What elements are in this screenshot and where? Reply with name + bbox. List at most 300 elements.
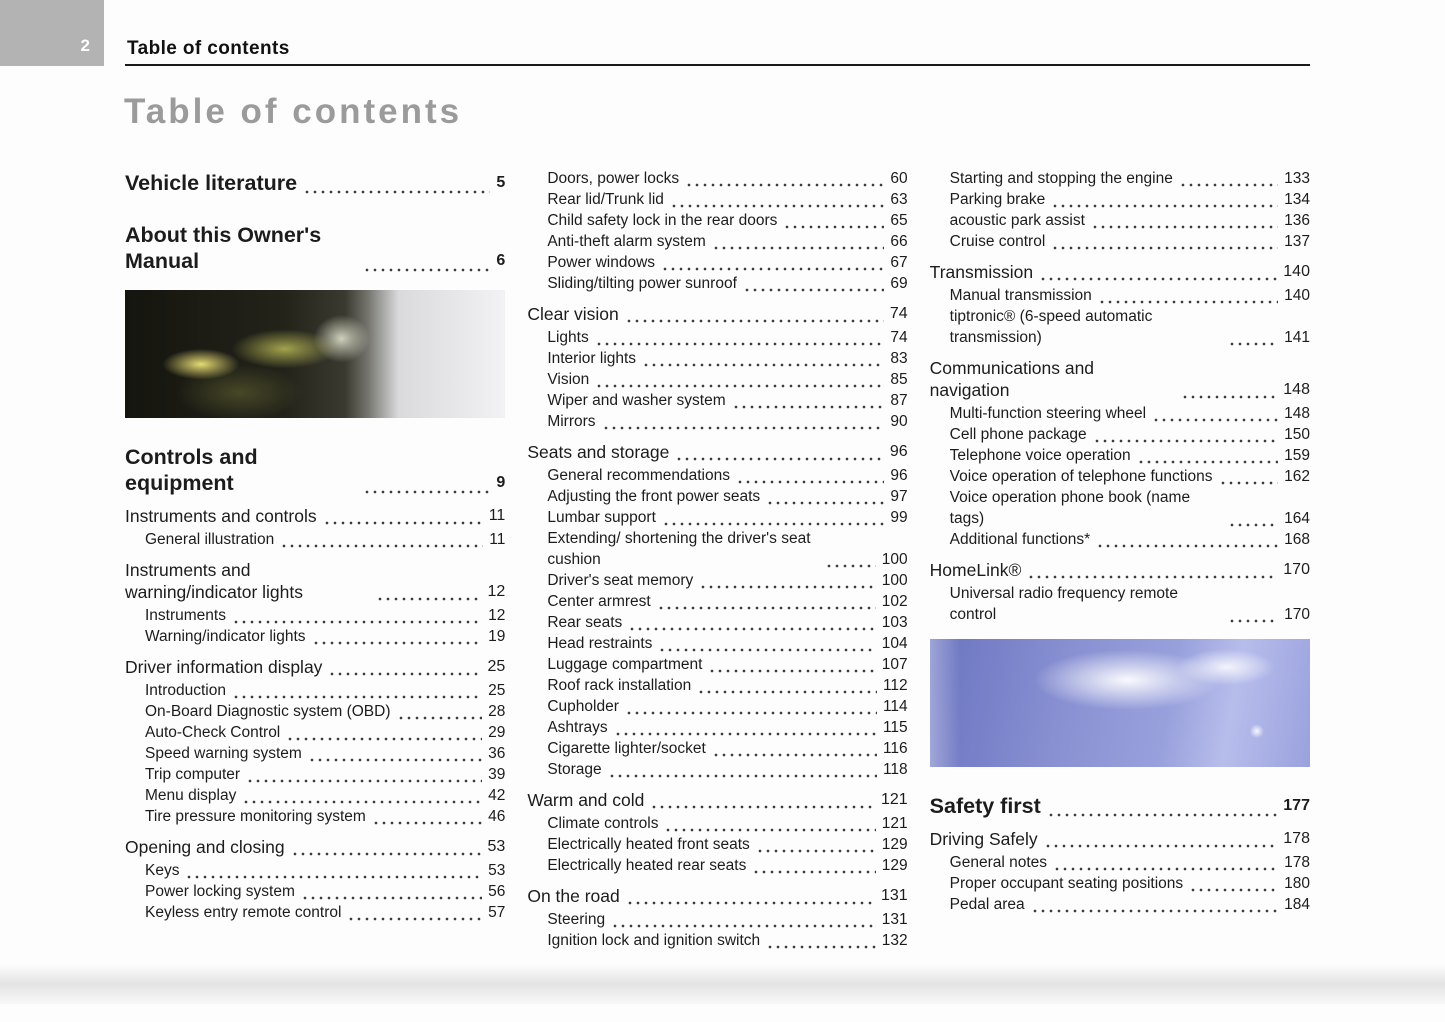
toc-entry xyxy=(125,722,505,743)
toc-entry xyxy=(930,583,1310,625)
toc-entry-label: Rear seats xyxy=(547,614,623,631)
dot-leader xyxy=(766,935,876,949)
page-bottom-shadow xyxy=(0,964,1445,1004)
toc-entry-page: 180 xyxy=(1284,875,1310,892)
toc-entry-label: Voice operation of telephone functions xyxy=(949,468,1213,485)
toc-entry-page: 140 xyxy=(1284,287,1310,304)
toc-entry-label: Warning/indicator lights xyxy=(145,628,306,645)
toc-entry-label: Climate controls xyxy=(547,815,659,832)
toc-entry-label: About this Owner's Manual xyxy=(125,223,322,273)
toc-entry-label: Introduction xyxy=(145,682,226,699)
toc-entry xyxy=(527,348,907,369)
dot-leader xyxy=(397,706,483,720)
dot-leader xyxy=(608,764,877,778)
toc-entry xyxy=(527,885,907,907)
toc-entry xyxy=(930,357,1310,401)
toc-entry xyxy=(527,411,907,432)
dot-leader xyxy=(1039,267,1277,281)
toc-entry-page: 118 xyxy=(882,761,908,778)
toc-entry xyxy=(930,168,1310,189)
toc-entry xyxy=(527,168,907,189)
toc-entry-page: 168 xyxy=(1284,531,1310,548)
toc-column-2 xyxy=(527,168,907,951)
toc-entry-page: 170 xyxy=(1283,561,1310,578)
dot-leader xyxy=(185,865,482,879)
toc-entry xyxy=(527,507,907,528)
toc-entry-page: 63 xyxy=(890,191,908,208)
toc-entry-page: 12 xyxy=(488,607,506,624)
toc-entry xyxy=(125,806,505,827)
dot-leader xyxy=(312,631,483,645)
toc-entry-page: 112 xyxy=(882,677,908,694)
toc-entry xyxy=(930,487,1310,529)
toc-entry-label: On-Board Diagnostic system (OBD) xyxy=(145,703,391,720)
dot-leader xyxy=(1179,173,1278,187)
toc-entry-page: 5 xyxy=(496,174,506,191)
toc-entry xyxy=(930,210,1310,231)
toc-entry xyxy=(527,441,907,463)
toc-entry-label: Transmission xyxy=(929,262,1034,282)
toc-entry-page: 162 xyxy=(1284,468,1310,485)
dot-leader xyxy=(1096,534,1278,548)
toc-entry-label: Menu display xyxy=(145,787,237,804)
dot-leader xyxy=(650,795,875,809)
dot-leader xyxy=(372,811,482,825)
toc-entry-label: Opening and closing xyxy=(125,837,285,857)
toc-entry xyxy=(527,273,907,294)
toc-entry-label: Adjusting the front power seats xyxy=(547,488,761,505)
toc-entry xyxy=(125,902,505,923)
toc-entry-label: Controls and equipment xyxy=(125,445,258,495)
toc-entry-label: Driver information display xyxy=(125,657,323,677)
toc-entry xyxy=(930,852,1310,873)
toc-entry xyxy=(125,701,505,722)
dot-leader xyxy=(1228,332,1278,346)
toc-entry xyxy=(125,170,505,196)
toc-entry-label: Storage xyxy=(547,761,602,778)
toc-entry xyxy=(527,675,907,696)
dot-leader xyxy=(662,512,885,526)
toc-entry-page: 107 xyxy=(881,656,908,673)
toc-entry-label: Child safety lock in the rear doors xyxy=(547,212,778,229)
toc-entry-label: Electrically heated rear seats xyxy=(547,857,747,874)
toc-entry-page: 11 xyxy=(489,531,506,548)
toc-entry-page: 96 xyxy=(889,443,908,460)
dot-leader xyxy=(736,470,884,484)
toc-entry xyxy=(930,529,1310,550)
toc-entry-page: 97 xyxy=(890,488,908,505)
toc-entry-label: Clear vision xyxy=(527,304,619,324)
dot-leader xyxy=(1051,236,1278,250)
dot-leader xyxy=(783,215,884,229)
toc-entry-label: Additional functions* xyxy=(949,531,1091,548)
toc-entry-page: 99 xyxy=(890,509,908,526)
toc-entry xyxy=(930,306,1310,348)
toc-entry-page: 87 xyxy=(890,392,908,409)
toc-entry-page: 57 xyxy=(488,904,506,921)
toc-entry-label: Seats and storage xyxy=(527,442,670,462)
toc-entry-page: 133 xyxy=(1284,170,1310,187)
toc-entry-page: 12 xyxy=(487,583,506,600)
toc-entry-label: Power windows xyxy=(547,254,656,271)
dot-leader xyxy=(1093,429,1278,443)
dot-leader xyxy=(595,374,884,388)
toc-entry-page: 178 xyxy=(1283,830,1310,847)
toc-entry xyxy=(527,834,907,855)
toc-entry-label: Instruments and controls xyxy=(125,506,317,526)
toc-entry xyxy=(527,465,907,486)
dot-leader xyxy=(670,194,885,208)
toc-entry xyxy=(527,231,907,252)
toc-entry xyxy=(125,764,505,785)
toc-entry xyxy=(125,605,505,626)
toc-entry-page: 83 xyxy=(890,350,908,367)
dot-leader xyxy=(743,278,885,292)
dot-leader xyxy=(697,680,877,694)
toc-entry-page: 121 xyxy=(880,791,908,808)
dot-leader xyxy=(595,332,885,346)
toc-entry-page: 140 xyxy=(1283,263,1310,280)
dot-leader xyxy=(628,617,876,631)
toc-entry-label: General recommendations xyxy=(547,467,730,484)
toc-entry-page: 159 xyxy=(1284,447,1310,464)
page-title: Table of contents xyxy=(124,92,463,131)
toc-entry-label: Extending/ shortening the driver's seat cushion xyxy=(547,530,811,568)
toc-entry-label: Keyless entry remote control xyxy=(145,904,342,921)
airbag-photo xyxy=(930,639,1310,767)
toc-entry-label: Voice operation phone book (name tags) xyxy=(949,489,1191,527)
toc-entry xyxy=(527,813,907,834)
dot-leader xyxy=(756,839,876,853)
toc-entry-page: 177 xyxy=(1283,797,1310,814)
toc-entry-page: 6 xyxy=(496,252,506,269)
page-number: 2 xyxy=(80,36,90,55)
toc-entry-page: 184 xyxy=(1284,896,1310,913)
toc-entry-label: Auto-Check Control xyxy=(145,724,281,741)
toc-entry-page: 116 xyxy=(882,740,908,757)
dot-leader xyxy=(661,257,884,271)
dot-leader xyxy=(712,743,877,757)
toc-entry-page: 74 xyxy=(889,305,908,322)
toc-entry-label: Luggage compartment xyxy=(547,656,703,673)
toc-entry xyxy=(527,909,907,930)
toc-entry-label: Telephone voice operation xyxy=(949,447,1131,464)
toc-entry xyxy=(125,881,505,902)
toc-entry-page: 114 xyxy=(882,698,908,715)
toc-entry xyxy=(527,612,907,633)
toc-entry xyxy=(527,189,907,210)
toc-entry xyxy=(930,285,1310,306)
toc-entry-label: Ashtrays xyxy=(547,719,608,736)
toc-entry-page: 148 xyxy=(1284,405,1310,422)
toc-entry xyxy=(527,486,907,507)
toc-entry-page: 29 xyxy=(488,724,506,741)
toc-entry-label: Vision xyxy=(547,371,590,388)
toc-entry-label: Safety first xyxy=(929,794,1041,818)
dot-leader xyxy=(323,511,483,525)
toc-entry-label: Center armrest xyxy=(547,593,651,610)
toc-entry-page: 19 xyxy=(488,628,506,645)
header-title: Table of contents xyxy=(127,38,290,59)
toc-entry-page: 121 xyxy=(881,815,908,832)
toc-entry xyxy=(125,559,505,603)
dot-leader xyxy=(1137,450,1278,464)
toc-entry xyxy=(930,559,1310,581)
toc-entry xyxy=(527,369,907,390)
toc-entry-page: 46 xyxy=(488,808,506,825)
toc-entry-label: Wiper and washer system xyxy=(547,392,726,409)
toc-entry-label: Anti-theft alarm system xyxy=(547,233,706,250)
toc-entry xyxy=(125,444,505,496)
toc-entry-page: 66 xyxy=(890,233,908,250)
toc-entry xyxy=(125,860,505,881)
toc-entry-page: 100 xyxy=(881,572,908,589)
toc-entry-label: Parking brake xyxy=(949,191,1046,208)
toc-entry-label: Driver's seat memory xyxy=(547,572,694,589)
toc-entry-page: 136 xyxy=(1284,212,1310,229)
toc-entry-page: 103 xyxy=(881,614,908,631)
toc-entry xyxy=(930,189,1310,210)
toc-entry-page: 69 xyxy=(890,275,908,292)
toc-entry-page: 90 xyxy=(890,413,908,430)
toc-entry-label: General notes xyxy=(949,854,1048,871)
toc-entry-page: 129 xyxy=(881,836,908,853)
dot-leader xyxy=(658,638,875,652)
toc-entry xyxy=(527,654,907,675)
toc-entry xyxy=(527,390,907,411)
toc-entry-label: On the road xyxy=(527,886,620,906)
toc-entry-label: Interior lights xyxy=(547,350,637,367)
dot-leader xyxy=(657,596,876,610)
toc-entry-label: Vehicle literature xyxy=(125,171,298,195)
toc-entry-label: Mirrors xyxy=(547,413,596,430)
toc-entry-page: 141 xyxy=(1284,329,1310,346)
toc-entry xyxy=(930,793,1310,819)
toc-entry-label: Proper occupant seating positions xyxy=(949,875,1184,892)
toc-entry-page: 60 xyxy=(890,170,908,187)
toc-entry-label: Cell phone package xyxy=(949,426,1087,443)
dot-leader xyxy=(1219,471,1279,485)
toc-entry-label: Cupholder xyxy=(547,698,619,715)
toc-entry-page: 67 xyxy=(890,254,908,271)
toc-entry xyxy=(125,836,505,858)
toc-entry-page: 129 xyxy=(881,857,908,874)
toc-entry-label: Electrically heated front seats xyxy=(547,836,750,853)
toc-entry xyxy=(930,894,1310,915)
toc-entry-page: 9 xyxy=(496,474,506,491)
dot-leader xyxy=(642,353,884,367)
toc-entry-label: acoustic park assist xyxy=(949,212,1085,229)
toc-entry-page: 96 xyxy=(890,467,908,484)
toc-entry-label: Keys xyxy=(145,862,180,879)
car-night-photo xyxy=(125,290,505,418)
toc-entry xyxy=(527,303,907,325)
toc-entry xyxy=(125,680,505,701)
toc-entry xyxy=(527,759,907,780)
toc-entry-page: 53 xyxy=(487,838,506,855)
toc-entry xyxy=(527,633,907,654)
toc-entry-label: HomeLink® xyxy=(929,560,1022,580)
toc-entry-label: Head restraints xyxy=(547,635,653,652)
dot-leader xyxy=(363,258,490,272)
dot-leader xyxy=(752,860,875,874)
dot-leader xyxy=(286,727,482,741)
dot-leader xyxy=(232,685,482,699)
toc-entry xyxy=(930,231,1310,252)
dot-leader xyxy=(1228,609,1278,623)
dot-leader xyxy=(626,891,875,905)
toc-entry-label: Instruments xyxy=(145,607,226,624)
toc-entry-page: 137 xyxy=(1284,233,1310,250)
toc-entry-label: Speed warning system xyxy=(145,745,302,762)
toc-entry-page: 102 xyxy=(881,593,908,610)
dot-leader xyxy=(291,842,482,856)
toc-entry xyxy=(930,828,1310,850)
toc-column-3 xyxy=(930,168,1310,951)
toc-entry-page: 164 xyxy=(1284,510,1310,527)
dot-leader xyxy=(301,886,482,900)
dot-leader xyxy=(699,575,876,589)
toc-entry-label: Universal radio frequency remote control xyxy=(949,585,1178,623)
toc-entry-page: 104 xyxy=(881,635,908,652)
toc-entry xyxy=(930,445,1310,466)
dot-leader xyxy=(1091,215,1278,229)
toc-entry-label: Doors, power locks xyxy=(547,170,680,187)
dot-leader xyxy=(712,236,885,250)
toc-entry-label: Sliding/tilting power sunroof xyxy=(547,275,737,292)
dot-leader xyxy=(1098,290,1278,304)
dot-leader xyxy=(766,491,884,505)
toc-entry-label: Multi-function steering wheel xyxy=(949,405,1147,422)
toc-entry-page: 148 xyxy=(1283,381,1310,398)
dot-leader xyxy=(376,587,482,601)
dot-leader xyxy=(625,701,877,715)
toc-entry-label: Lumbar support xyxy=(547,509,656,526)
toc-entry xyxy=(527,930,907,951)
dot-leader xyxy=(1189,878,1278,892)
toc-entry xyxy=(527,789,907,811)
toc-entry-label: Pedal area xyxy=(949,896,1025,913)
toc-entry xyxy=(527,738,907,759)
toc-entry-page: 150 xyxy=(1284,426,1310,443)
toc-entry-page: 39 xyxy=(488,766,506,783)
dot-leader xyxy=(602,416,885,430)
toc-entry xyxy=(527,717,907,738)
dot-leader xyxy=(1228,513,1278,527)
toc-entry-page: 25 xyxy=(488,682,506,699)
toc-entry-page: 36 xyxy=(488,745,506,762)
dot-leader xyxy=(825,554,875,568)
toc-entry xyxy=(527,591,907,612)
toc-entry-label: Starting and stopping the engine xyxy=(949,170,1173,187)
toc-entry xyxy=(125,743,505,764)
dot-leader xyxy=(1044,834,1278,848)
dot-leader xyxy=(675,447,883,461)
toc-entry xyxy=(527,327,907,348)
toc-entry-page: 132 xyxy=(881,932,908,949)
toc-entry-page: 170 xyxy=(1284,606,1310,623)
dot-leader xyxy=(347,907,482,921)
toc-entry xyxy=(125,529,505,550)
toc-entry xyxy=(125,505,505,527)
toc-entry-label: Cigarette lighter/socket xyxy=(547,740,706,757)
toc-entry xyxy=(930,466,1310,487)
toc-entry-label: Cruise control xyxy=(949,233,1046,250)
toc-entry-label: Instruments and warning/indicator lights xyxy=(125,560,304,602)
toc-entry-page: 85 xyxy=(890,371,908,388)
header-rule xyxy=(125,64,1310,66)
toc-entry xyxy=(930,424,1310,445)
toc-entry-page: 131 xyxy=(880,887,908,904)
toc-entry-page: 131 xyxy=(881,911,908,928)
dot-leader xyxy=(1053,857,1278,871)
dot-leader xyxy=(614,722,877,736)
toc-entry-label: Rear lid/Trunk lid xyxy=(547,191,664,208)
toc-column-1 xyxy=(125,168,505,951)
toc-entry xyxy=(930,403,1310,424)
dot-leader xyxy=(363,480,490,494)
toc-entry-label: Ignition lock and ignition switch xyxy=(547,932,761,949)
dot-leader xyxy=(1181,385,1278,399)
dot-leader xyxy=(308,748,482,762)
toc-entry-label: General illustration xyxy=(145,531,275,548)
toc-entry-page: 25 xyxy=(487,658,506,675)
toc-entry-page: 42 xyxy=(488,787,506,804)
toc-entry-page: 56 xyxy=(488,883,506,900)
toc-entry-page: 65 xyxy=(890,212,908,229)
toc-entry-label: Driving Safely xyxy=(929,829,1038,849)
dot-leader xyxy=(611,914,876,928)
dot-leader xyxy=(708,659,875,673)
toc-entry-page: 74 xyxy=(890,329,908,346)
toc-entry-page: 53 xyxy=(488,862,506,879)
toc-entry-page: 178 xyxy=(1284,854,1310,871)
toc-entry xyxy=(527,696,907,717)
toc-entry-label: Manual transmission xyxy=(949,287,1092,304)
dot-leader xyxy=(1031,899,1278,913)
dot-leader xyxy=(232,610,482,624)
page-number-tab xyxy=(0,0,104,66)
toc-entry-page: 115 xyxy=(882,719,908,736)
toc-entry-label: Power locking system xyxy=(145,883,295,900)
dot-leader xyxy=(1027,565,1277,579)
dot-leader xyxy=(242,790,482,804)
toc-entry xyxy=(527,528,907,570)
toc-entry-label: Warm and cold xyxy=(527,790,645,810)
toc-entry xyxy=(125,626,505,647)
toc-entry xyxy=(125,222,505,274)
toc-entry-page: 11 xyxy=(488,507,506,524)
toc-entry xyxy=(125,656,505,678)
toc-entry-label: tiptronic® (6-speed automatic transmission) xyxy=(949,308,1153,346)
toc-entry xyxy=(125,785,505,806)
toc-entry xyxy=(527,855,907,876)
toc-entry-page: 28 xyxy=(488,703,506,720)
toc-entry xyxy=(930,873,1310,894)
dot-leader xyxy=(685,173,884,187)
dot-leader xyxy=(625,309,884,323)
toc-entry xyxy=(527,252,907,273)
toc-entry-page: 100 xyxy=(881,551,908,568)
toc-entry xyxy=(930,261,1310,283)
dot-leader xyxy=(1047,803,1278,817)
dot-leader xyxy=(328,662,481,676)
toc-entry-label: Roof rack installation xyxy=(547,677,692,694)
dot-leader xyxy=(280,534,483,548)
toc-columns xyxy=(125,168,1310,951)
dot-leader xyxy=(1051,194,1278,208)
toc-entry-page: 134 xyxy=(1284,191,1310,208)
